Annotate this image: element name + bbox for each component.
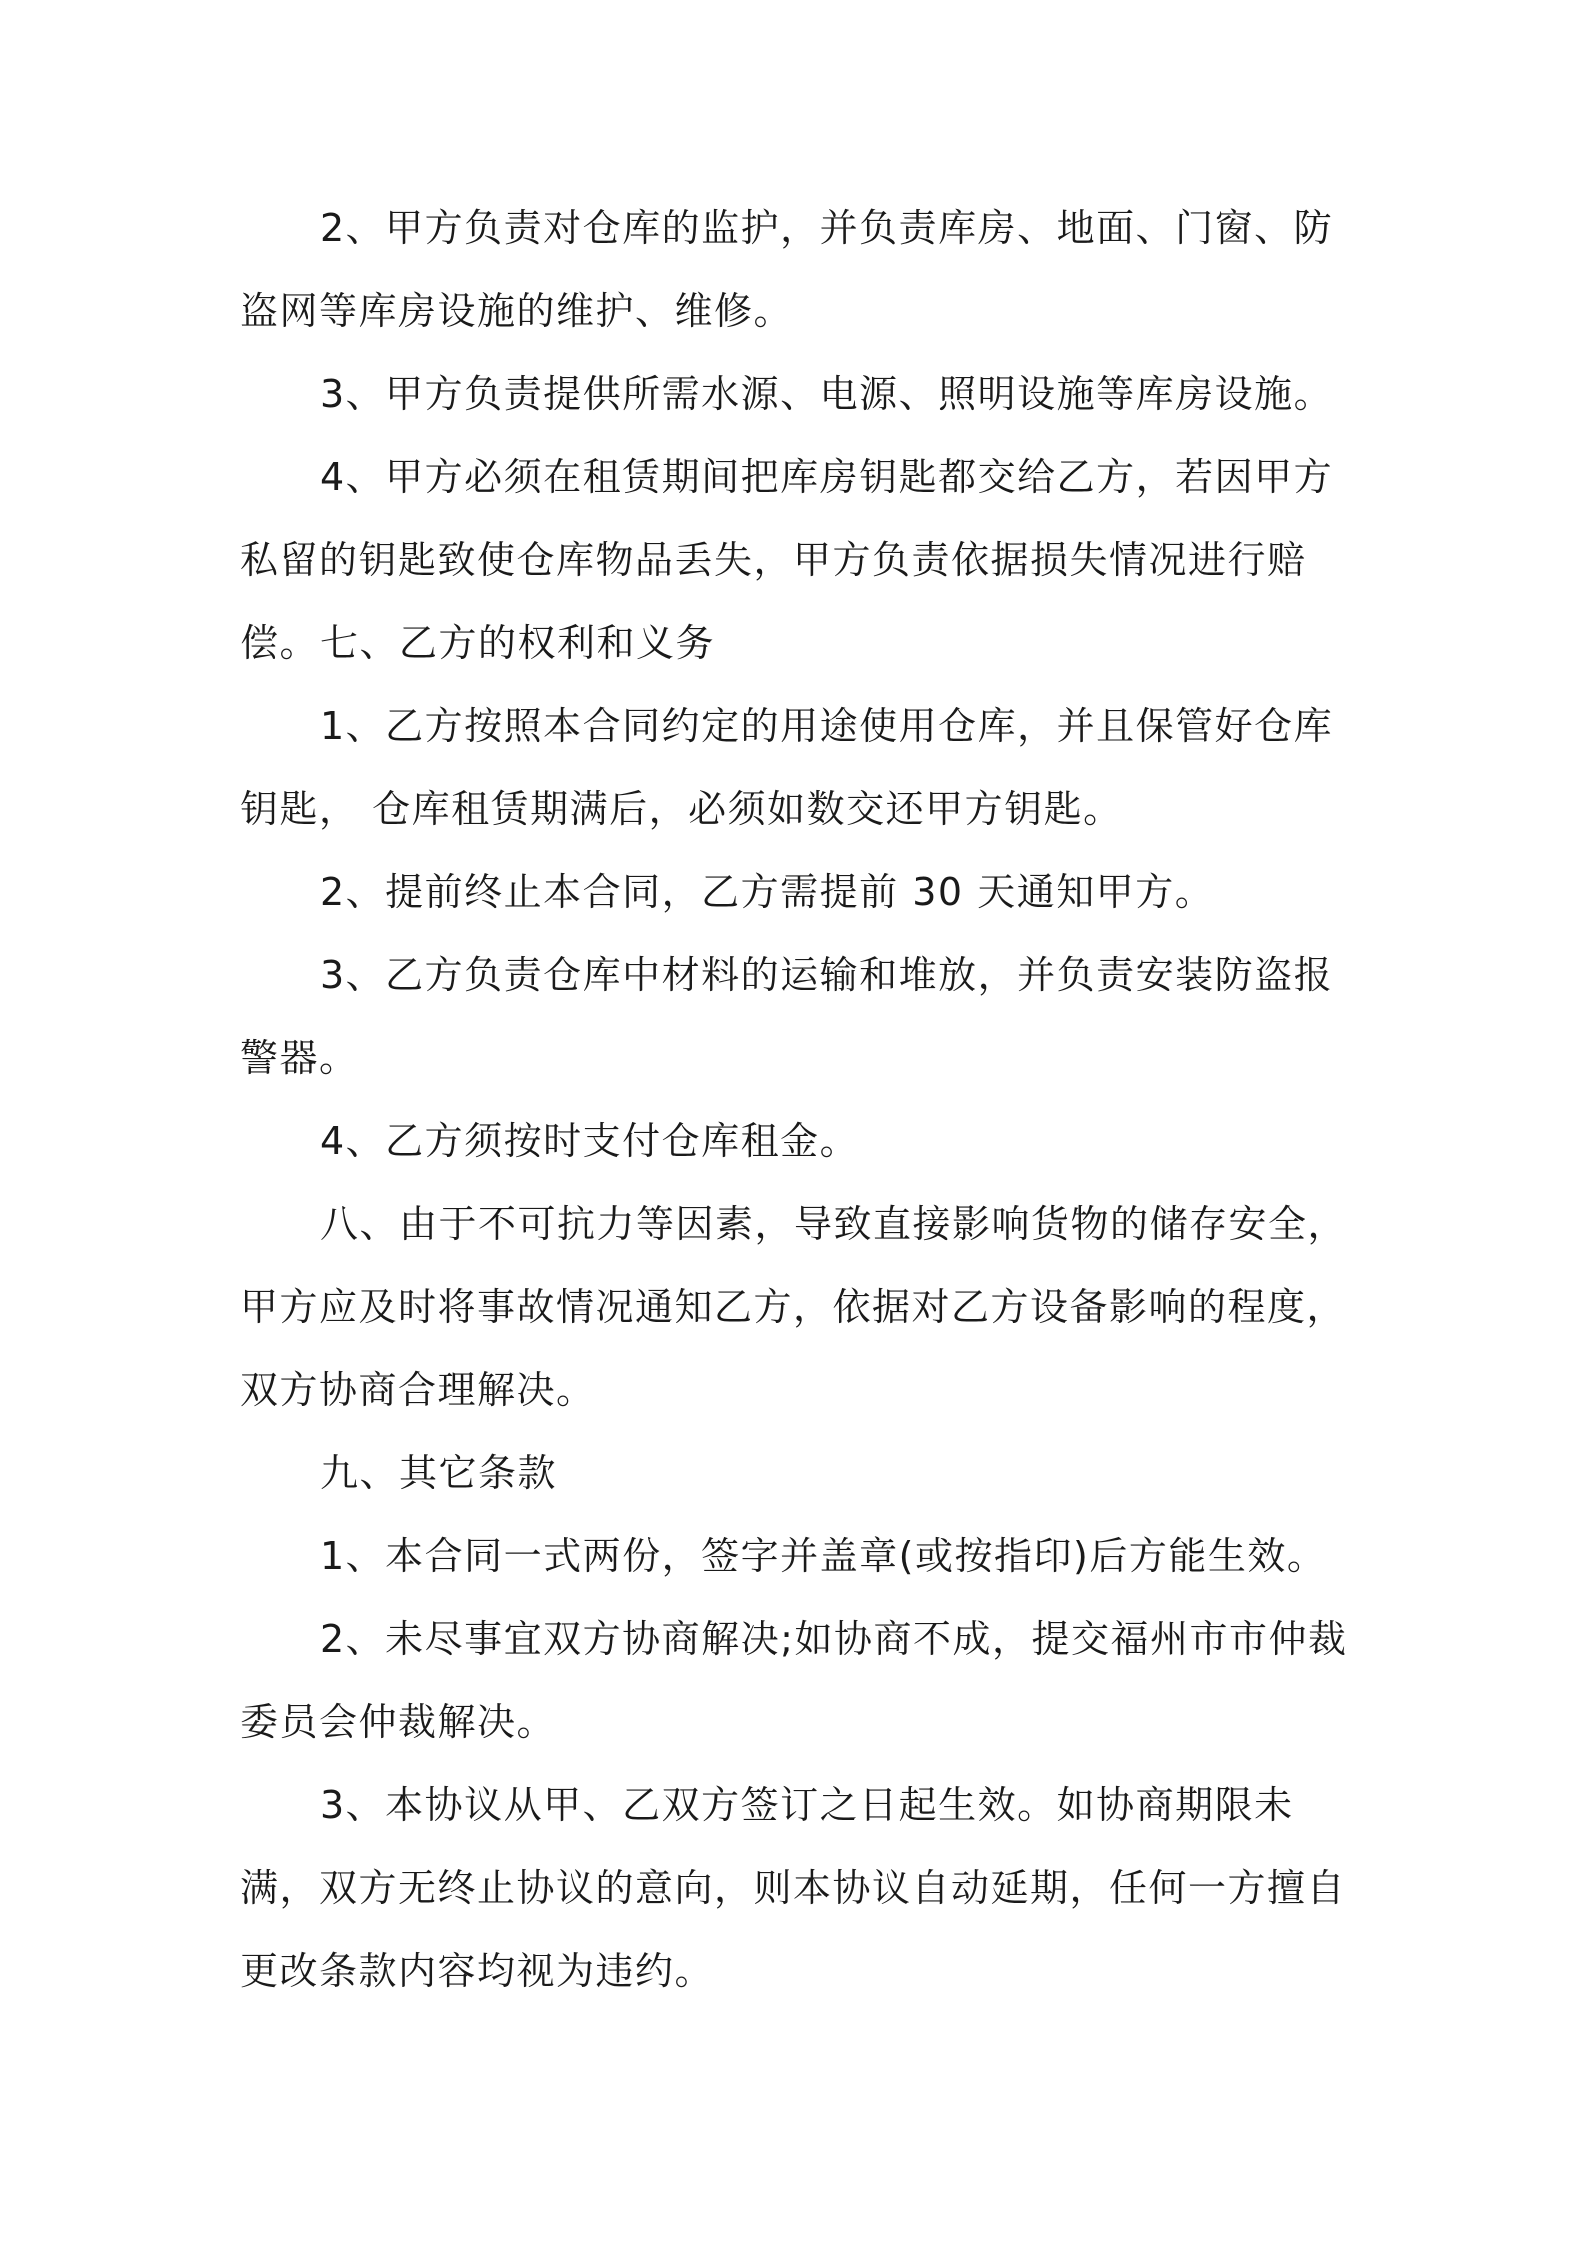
- paragraph-other-terms-1: 1、本合同一式两份，签字并盖章(或按指印)后方能生效。: [320, 1534, 1327, 1578]
- paragraph-tenant-duty-1: 1、乙方按照本合同约定的用途使用仓库，并且保管好仓库钥匙， 仓库租赁期满后，必须如数交还甲方钥匙。: [240, 704, 1334, 831]
- section-heading-9: 九、其它条款: [320, 1451, 558, 1495]
- paragraph-other-terms-2: 2、未尽事宜双方协商解决;如协商不成，提交福州市市仲裁委员会仲裁解决。: [240, 1617, 1348, 1744]
- paragraph-landlord-duty-3: 3、甲方负责提供所需水源、电源、照明设施等库房设施。: [320, 372, 1334, 416]
- section-heading-8: 八、由于不可抗力等因素，导致直接影响货物的储存安全，甲方应及时将事故情况通知乙方，依据对乙方设备影响的程度，双方协商合理解决。: [240, 1202, 1348, 1412]
- paragraph-other-terms-3: 3、本协议从甲、乙双方签订之日起生效。如协商期限未满，双方无终止协议的意向，则本协议自动延期，任何一方擅自更改条款内容均视为违约。: [240, 1783, 1347, 1993]
- section-heading-7: 七、乙方的权利和义务: [320, 621, 716, 665]
- paragraph-landlord-duty-4: 4、甲方必须在租赁期间把库房钥匙都交给乙方，若因甲方私留的钥匙致使仓库物品丢失，甲方负责依据损失情况进行赔偿。: [240, 455, 1334, 665]
- paragraph-tenant-duty-2: 2、提前终止本合同，乙方需提前 30 天通知甲方。: [320, 870, 1215, 914]
- paragraph-landlord-duty-2: 2、甲方负责对仓库的监护，并负责库房、地面、门窗、防盗网等库房设施的维护、维修。: [240, 206, 1334, 333]
- paragraph-tenant-duty-3: 3、乙方负责仓库中材料的运输和堆放，并负责安装防盗报警器。: [240, 953, 1334, 1080]
- paragraph-tenant-duty-4: 4、乙方须按时支付仓库租金。: [320, 1119, 860, 1163]
